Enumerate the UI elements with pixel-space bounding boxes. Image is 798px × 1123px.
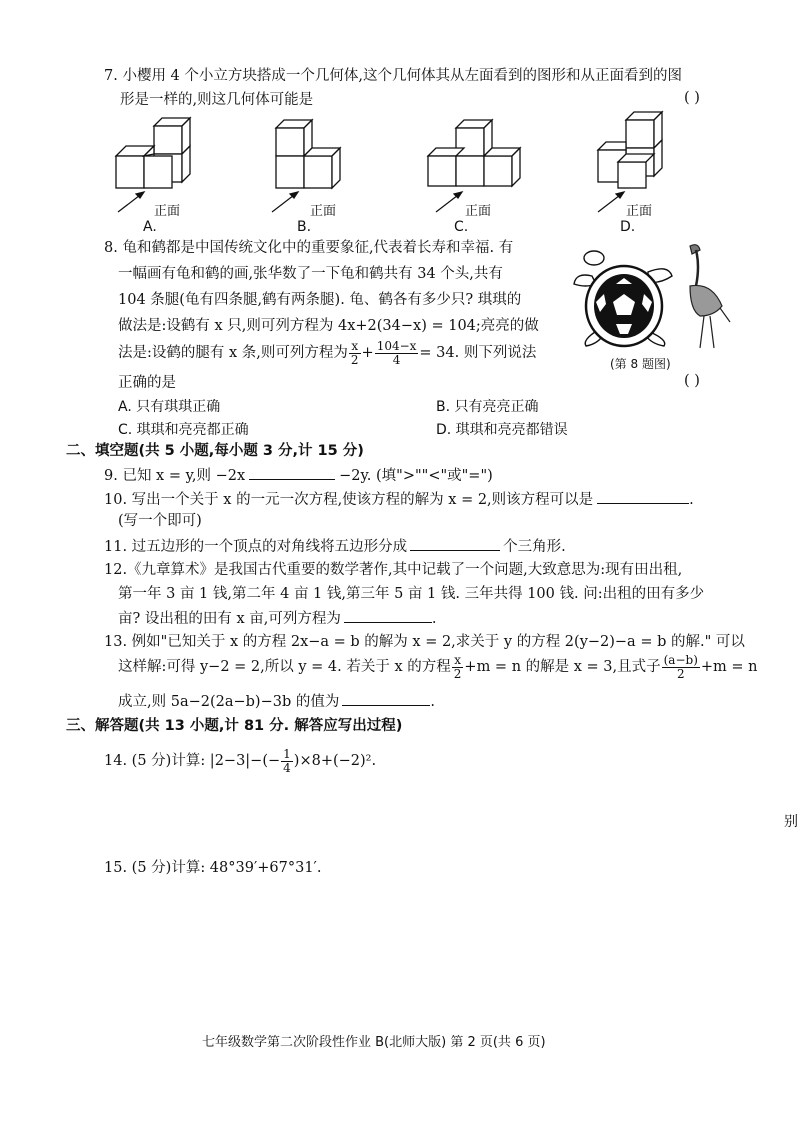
q7-option-c: C.: [454, 219, 469, 235]
q13-line2-post: +m = n: [700, 659, 758, 675]
edge-char: 别: [784, 814, 798, 830]
frac-numerator: (a−b): [663, 652, 698, 667]
front-label-b: 正面: [310, 204, 337, 219]
q13-line2-pre: 这样解:可得 y−2 = 2,所以 y = 4. 若关于 x 的方程: [118, 659, 451, 675]
q8-figure-caption: (第 8 题图): [610, 357, 671, 371]
q13-line3-text: 成立,则 5a−2(2a−b)−3b 的值为: [118, 694, 340, 710]
front-label-a: 正面: [154, 204, 181, 219]
crane-icon: [690, 245, 730, 348]
q10-answer-blank[interactable]: [597, 489, 689, 504]
q8-line4: 做法是:设鹤有 x 只,则可列方程为 4x+2(34−x) = 104;亮亮的做: [118, 318, 539, 334]
page-footer: 七年级数学第二次阶段性作业 B(北师大版) 第 2 页(共 6 页): [202, 1035, 546, 1050]
front-label-d: 正面: [626, 204, 653, 219]
q9-answer-blank[interactable]: [249, 465, 335, 480]
q8-option-b: B. 只有亮亮正确: [436, 399, 539, 415]
section-2-title: 二、填空题(共 5 小题,每小题 3 分,计 15 分): [66, 443, 364, 459]
frac-numerator: 104−x: [376, 338, 417, 353]
q13-line1: 13. 例如"已知关于 x 的方程 2x−a = b 的解为 x = 2,求关于 y 的方程 2(y−2)−a = b 的解." 可以: [104, 634, 745, 650]
q11-answer-blank[interactable]: [410, 536, 500, 551]
q8-line6: 正确的是: [118, 375, 176, 391]
q9-pre: 9. 已知 x = y,则 −2x: [104, 468, 246, 484]
q13-line2-mid: +m = n 的解是 x = 3,且式子: [464, 659, 661, 675]
figure-b: [276, 120, 340, 188]
q15: 15. (5 分)计算: 48°39′+67°31′.: [104, 860, 322, 876]
q7-line1: 7. 小樱用 4 个小立方块搭成一个几何体,这个几何体其从左面看到的图形和从正面看到的图: [104, 68, 682, 84]
q13-answer-blank[interactable]: [342, 691, 430, 706]
q12-line2: 第一年 3 亩 1 钱,第二年 4 亩 1 钱,第三年 5 亩 1 钱. 三年共得 100 钱. 问:出租的田有多少: [118, 586, 705, 602]
q11-post: 个三角形.: [503, 539, 566, 555]
q7-option-d: D.: [620, 219, 636, 235]
q8-fraction-1: [349, 340, 361, 367]
turtle-crane-illustration: [572, 236, 732, 354]
q7-option-b: B.: [297, 219, 312, 235]
q8-fraction-2: [375, 340, 419, 367]
q11: [104, 536, 566, 557]
q8-option-a: A. 只有琪琪正确: [118, 399, 221, 415]
q14-answer-area[interactable]: [104, 785, 724, 845]
q7-option-a: A.: [143, 219, 157, 235]
frac-denominator: 4: [392, 352, 401, 367]
q8-line5-pre: 法是:设鹤的腿有 x 条,则可列方程为: [118, 345, 348, 361]
figure-a: [116, 118, 190, 188]
q13-fraction-1: [452, 654, 464, 681]
q10-line2: (写一个即可): [118, 513, 202, 529]
q10-line1: [104, 489, 694, 510]
q12-line3-text: 亩? 设出租的田有 x 亩,可列方程为: [118, 611, 341, 627]
q10-end: .: [689, 492, 694, 508]
figure-c: [428, 120, 520, 186]
q12-line3: [118, 608, 437, 629]
frac-denominator: 2: [350, 352, 359, 367]
q8-line5: [118, 334, 536, 372]
q8-option-d: D. 琪琪和亮亮都错误: [436, 422, 568, 438]
figure-d: [598, 112, 662, 188]
q15-answer-area[interactable]: [104, 884, 724, 1014]
frac-numerator: x: [349, 340, 361, 354]
frac-numerator: 1: [283, 746, 291, 761]
q8-line1: 8. 龟和鹤都是中国传统文化中的重要象征,代表着长寿和幸福. 有: [104, 240, 514, 256]
q8-line5-post: = 34. 则下列说法: [419, 345, 537, 361]
q14-post: )×8+(−2)².: [293, 753, 377, 769]
q12-answer-blank[interactable]: [344, 608, 432, 623]
q10-text: 10. 写出一个关于 x 的一元一次方程,使该方程的解为 x = 2,则该方程可以是: [104, 492, 594, 508]
q8-line2: 一幅画有龟和鹤的画,张华数了一下龟和鹤共有 34 个头,共有: [118, 266, 503, 282]
q14-fraction: [281, 748, 293, 775]
q12-line1: 12.《九章算术》是我国古代重要的数学著作,其中记载了一个问题,大致意思为:现有田出租,: [104, 562, 683, 578]
section-3-title: 三、解答题(共 13 小题,计 81 分. 解答应写出过程): [66, 718, 403, 734]
q9-post: −2y. (填">""<"或"="): [339, 468, 493, 484]
q11-pre: 11. 过五边形的一个顶点的对角线将五边形分成: [104, 539, 408, 555]
q9: [104, 465, 493, 486]
plus-sign: +: [361, 345, 374, 361]
q13-line3: [118, 691, 435, 712]
q14: [104, 742, 376, 780]
turtle-icon: [574, 251, 672, 346]
q12-end: .: [431, 611, 437, 627]
frac-numerator: x: [452, 654, 464, 668]
frac-denominator: 2: [453, 666, 462, 681]
frac-denominator: 4: [283, 760, 291, 775]
q13-line2: [118, 648, 758, 686]
q8-line3: 104 条腿(龟有四条腿,鹤有两条腿). 龟、鹤各有多少只? 琪琪的: [118, 292, 522, 308]
q7-answer-paren: ( ): [684, 90, 700, 106]
q13-end: .: [430, 694, 435, 710]
q14-pre: 14. (5 分)计算: |2−3|−(−: [104, 753, 281, 769]
q8-answer-paren: ( ): [684, 373, 700, 389]
q13-fraction-2: [662, 654, 700, 681]
front-label-c: 正面: [465, 204, 492, 219]
q8-option-c: C. 琪琪和亮亮都正确: [118, 422, 249, 438]
q7-line2: 形是一样的,则这几何体可能是: [120, 92, 314, 108]
frac-denominator: 2: [676, 666, 685, 681]
